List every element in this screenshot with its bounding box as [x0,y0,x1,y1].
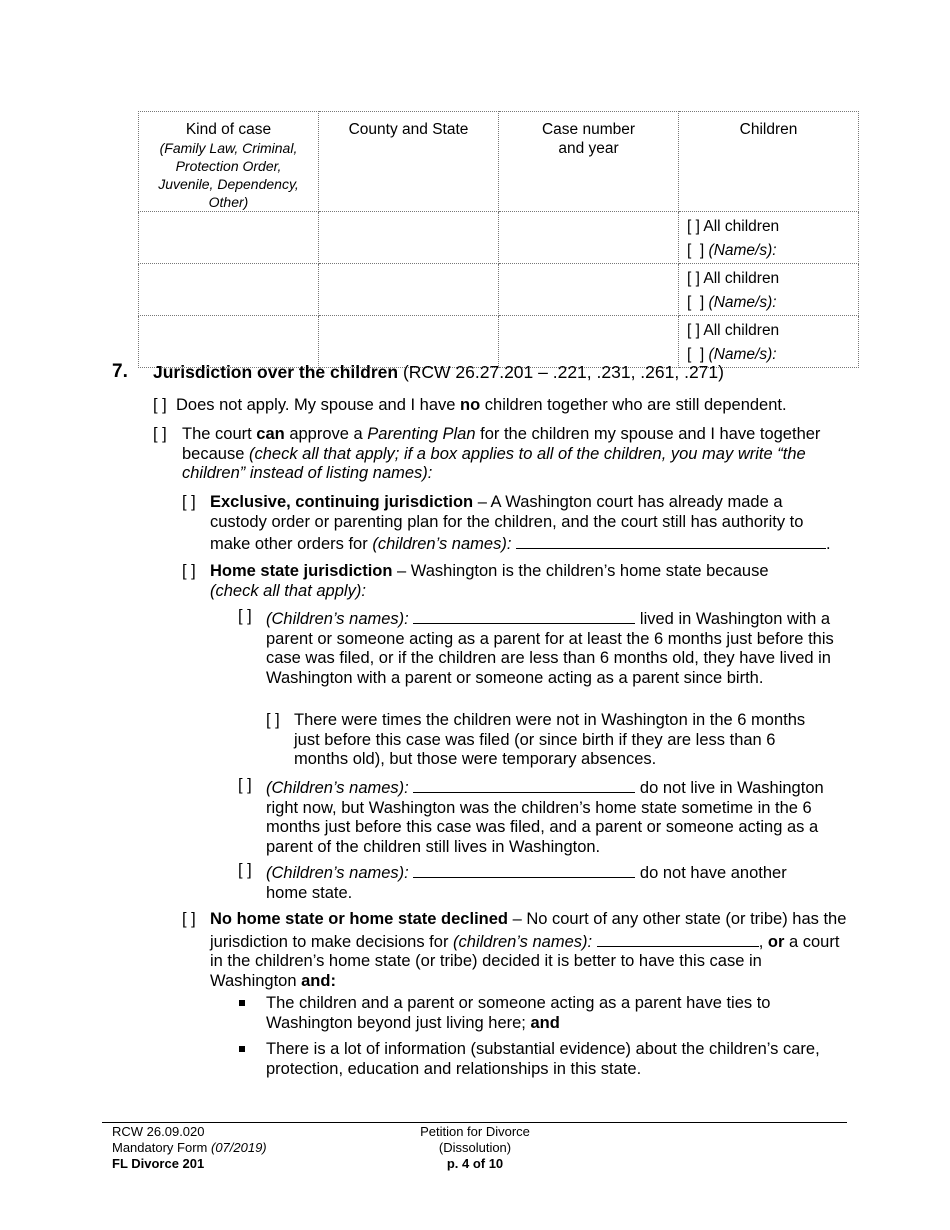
option-does-not-apply: [ ] Does not apply. My spouse and I have no children together who are still dependent. [153,396,787,414]
names-checkbox[interactable]: [ ] (Name/s): [687,346,777,363]
option-court-can-approve: The court can approve a Parenting Plan for the children my spouse and I have together because (check all that apply; if a box applies to all of the children, you may write “the children” instead of listing names): [182,425,821,482]
section-title: Jurisdiction over the children (RCW 26.27.201 – .221, .231, .261, .271) [153,362,724,382]
checkbox[interactable]: [ ] [153,396,167,414]
checkbox[interactable]: [ ] [238,861,252,879]
header-kind-sub: (Family Law, Criminal, Protection Order, Juvenile, Dependency, Other) [158,140,299,210]
kind-cell[interactable] [139,264,319,316]
checkbox[interactable]: [ ] [266,711,280,729]
bullet-substantial-evidence: There is a lot of information (substantial evidence) about the children’s care, protection, education and relationships in this state. [266,1040,820,1078]
checkbox[interactable]: [ ] [182,562,196,580]
case-number-cell[interactable] [499,316,679,368]
option-no-home-state: No home state or home state declined – No court of any other state (or tribe) has the jurisdiction to make decisions for (children’s names): , or a court in the children’s home state (or tribe) decided it is better to have this case in Washington and: [210,910,847,990]
footer-title: Petition for Divorce [420,1124,530,1139]
all-children-checkbox[interactable]: [ ] All children [687,322,780,339]
county-cell[interactable] [319,316,499,368]
children-names-field[interactable] [413,607,635,624]
temporary-absences: There were times the children were not in Washington in the 6 months just before this case was filed (or since birth if they are less than 6 months old), but those were temporary absences. [294,711,806,768]
bullet-icon [239,1046,245,1052]
checkbox[interactable]: [ ] [182,493,196,511]
home-state-lived-in-wa: (Children’s names): lived in Washington with a parent or someone acting as a parent for at least the 6 months just before this case was filed, or if the children are less than 6 months old, they have lived in Washington with a parent or someone acting as a parent since birth. [266,607,844,688]
footer-mandatory: Mandatory Form (07/2019) [112,1140,267,1155]
children-names-field[interactable] [413,861,635,878]
all-children-checkbox[interactable]: [ ] All children [687,270,780,287]
footer-subtitle: (Dissolution) [438,1140,512,1155]
prior-cases-table [138,111,859,368]
checkbox[interactable]: [ ] [238,607,252,625]
children-cell [679,316,859,368]
home-state-no-other: (Children’s names): do not have another home state. [266,861,826,903]
county-cell[interactable] [319,212,499,264]
footer-rcw: RCW 26.09.020 [112,1124,205,1139]
header-county-state: County and State [319,112,499,212]
footer-divider [102,1122,847,1123]
kind-cell[interactable] [139,316,319,368]
table-header-row [139,112,859,212]
bullet-icon [239,1000,245,1006]
home-state-not-living-now: (Children’s names): do not live in Washington right now, but Washington was the children’s home state sometime in the 6 months just before this case was filed, and a parent or someone acting as a parent of the children still lives in Washington. [266,776,844,857]
case-number-cell[interactable] [499,212,679,264]
table-row [139,212,859,264]
county-cell[interactable] [319,264,499,316]
table-row [139,264,859,316]
children-names-field[interactable] [413,776,635,793]
checkbox[interactable]: [ ] [182,910,196,928]
option-home-state: Home state jurisdiction – Washington is the children’s home state because (check all that apply): [210,562,769,600]
children-cell [679,264,859,316]
names-checkbox[interactable]: [ ] (Name/s): [687,242,777,259]
header-children: Children [679,112,859,212]
footer-form-id: FL Divorce 201 [112,1156,205,1171]
section-citation: (RCW 26.27.201 – .221, .231, .261, .271) [402,362,724,382]
kind-cell[interactable] [139,212,319,264]
checkbox[interactable]: [ ] [238,776,252,794]
children-names-field[interactable] [516,532,826,549]
children-cell [679,212,859,264]
footer-page: p. 4 of 10 [446,1156,504,1171]
footer-center [400,1124,550,1172]
bullet-ties-to-washington: The children and a parent or someone acting as a parent have ties to Washington beyond just living here; and [266,994,771,1032]
table-row [139,316,859,368]
names-checkbox[interactable]: [ ] (Name/s): [687,294,777,311]
header-case-number: Case number and year [499,112,679,212]
checkbox[interactable]: [ ] [153,425,167,443]
option-exclusive-jurisdiction: Exclusive, continuing jurisdiction – A Washington court has already made a custody order or parenting plan for the children, and the court still has authority to make other orders for (children’s names): . [210,493,831,553]
all-children-checkbox[interactable]: [ ] All children [687,218,780,235]
case-number-cell[interactable] [499,264,679,316]
section-number: 7. [112,361,128,382]
children-names-field[interactable] [597,930,759,947]
header-kind-of-case: Kind of case (Family Law, Criminal, Protection Order, Juvenile, Dependency, Other) [139,112,319,212]
footer-left [112,1124,267,1172]
